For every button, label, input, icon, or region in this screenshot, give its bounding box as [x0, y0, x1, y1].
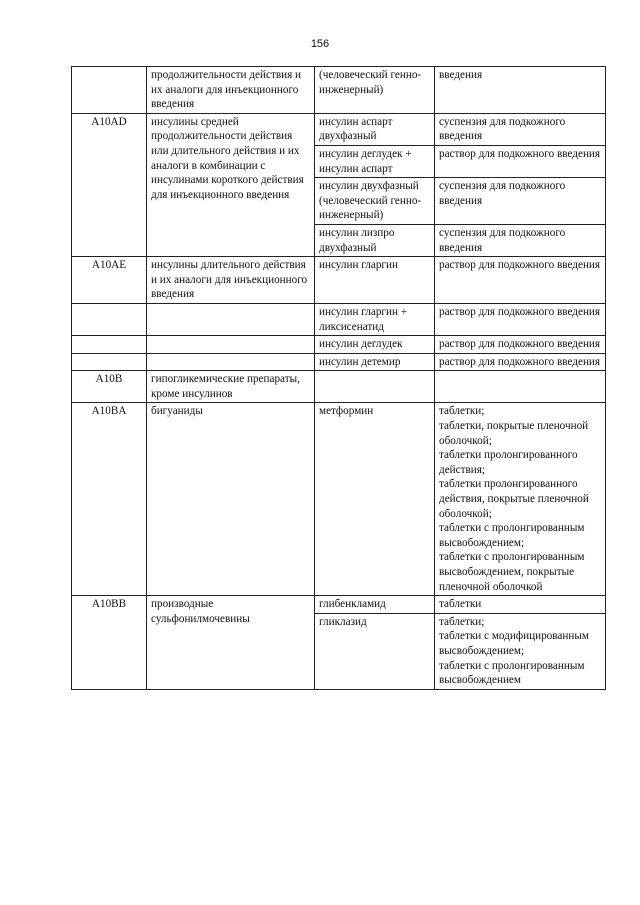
table-row	[72, 403, 606, 596]
form-cell: раствор для подкожного введения	[435, 257, 606, 304]
atc-code-cell: A10AD	[72, 113, 147, 256]
atc-code-cell	[72, 303, 147, 335]
form-cell: таблетки	[435, 596, 606, 614]
group-cell	[147, 353, 315, 371]
table-row	[72, 353, 606, 371]
group-cell: гипогликемические препараты, кроме инсулинов	[147, 371, 315, 403]
drug-cell: инсулин двухфазный (человеческий генно-инженерный)	[315, 178, 435, 225]
form-cell: суспензия для подкожного введения	[435, 113, 606, 145]
group-cell: бигуаниды	[147, 403, 315, 596]
drug-cell: инсулин детемир	[315, 353, 435, 371]
group-cell	[147, 336, 315, 354]
atc-code-cell	[72, 336, 147, 354]
drug-cell: (человеческий генно-инженерный)	[315, 67, 435, 114]
table-row	[72, 596, 606, 614]
drug-cell: метформин	[315, 403, 435, 596]
atc-code-cell: A10BB	[72, 596, 147, 690]
drug-cell: инсулин гларгин	[315, 257, 435, 304]
drug-cell: инсулин деглудек	[315, 336, 435, 354]
form-cell: таблетки; таблетки, покрытые пленочной оболочкой; таблетки пролонгированного действия; таблетки пролонгированного действия, покрытые пленочной оболочкой; таблетки с пролонгированным высвобождением; таблетки с пролонгированным высвобождением, покрытые пленочной оболочкой	[435, 403, 606, 596]
atc-code-cell	[72, 67, 147, 114]
atc-code-cell	[72, 353, 147, 371]
group-cell: продолжительности действия и их аналоги для инъекционного введения	[147, 67, 315, 114]
form-cell: раствор для подкожного введения	[435, 145, 606, 177]
drug-cell: глибенкламид	[315, 596, 435, 614]
atc-code-cell: A10B	[72, 371, 147, 403]
form-cell: раствор для подкожного введения	[435, 336, 606, 354]
drug-cell: инсулин гларгин + ликсисенатид	[315, 303, 435, 335]
atc-code-cell: A10BA	[72, 403, 147, 596]
form-cell: раствор для подкожного введения	[435, 353, 606, 371]
medication-table	[71, 66, 606, 690]
form-cell: введения	[435, 67, 606, 114]
drug-cell	[315, 371, 435, 403]
table-row	[72, 371, 606, 403]
form-cell: суспензия для подкожного введения	[435, 224, 606, 256]
table-row	[72, 257, 606, 304]
drug-cell: гликлазид	[315, 613, 435, 689]
page-number: 156	[310, 38, 330, 50]
form-cell	[435, 371, 606, 403]
table-row	[72, 67, 606, 114]
drug-cell: инсулин деглудек + инсулин аспарт	[315, 145, 435, 177]
group-cell: производные сульфонилмочевины	[147, 596, 315, 690]
form-cell: раствор для подкожного введения	[435, 303, 606, 335]
group-cell	[147, 303, 315, 335]
atc-code-cell: A10AE	[72, 257, 147, 304]
group-cell: инсулины средней продолжительности действия или длительного действия и их аналоги в комбинации с инсулинами короткого действия для инъекционного введения	[147, 113, 315, 256]
table-row	[72, 336, 606, 354]
drug-cell: инсулин лизпро двухфазный	[315, 224, 435, 256]
group-cell: инсулины длительного действия и их аналоги для инъекционного введения	[147, 257, 315, 304]
table-row	[72, 303, 606, 335]
table-row	[72, 113, 606, 145]
form-cell: таблетки; таблетки с модифицированным высвобождением; таблетки с пролонгированным высвобождением	[435, 613, 606, 689]
form-cell: суспензия для подкожного введения	[435, 178, 606, 225]
drug-cell: инсулин аспарт двухфазный	[315, 113, 435, 145]
